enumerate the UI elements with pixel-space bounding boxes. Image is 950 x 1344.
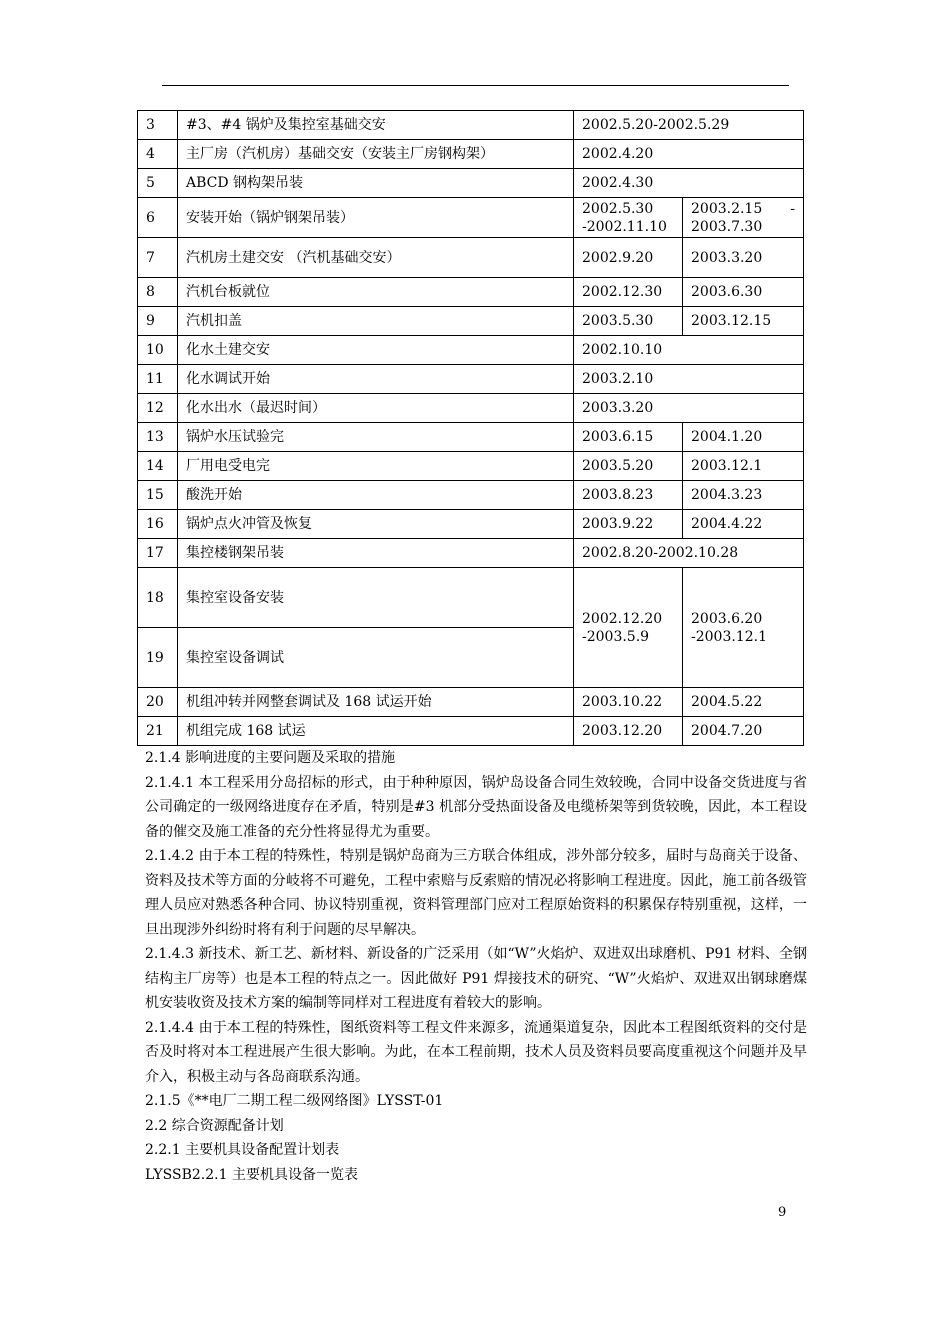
row-number-cell: 16	[138, 510, 178, 539]
merged-date-cell	[683, 568, 804, 688]
date-dash: -	[790, 200, 796, 217]
table-row	[138, 423, 804, 452]
item-cell: 锅炉水压试验完	[178, 423, 574, 452]
date-line: 2003.2.15	[691, 200, 763, 217]
row-number-cell: 19	[138, 628, 178, 688]
date-cell: 2003.2.10	[574, 365, 804, 394]
table-row	[138, 111, 804, 140]
item-cell: 集控室设备调试	[178, 628, 574, 688]
table-row	[138, 481, 804, 510]
heading-2-1-4: 2.1.4 影响进度的主要问题及采取的措施	[145, 750, 396, 766]
table-row	[138, 336, 804, 365]
row-number-cell: 9	[138, 307, 178, 336]
date-line: -2003.12.1	[691, 628, 767, 645]
row-number-cell: 7	[138, 238, 178, 278]
paragraph-2-1-4-3: 2.1.4.3 新技术、新工艺、新材料、新设备的广泛采用（如“W”火焰炉、双进双出球磨机、P91 材料、全钢结构主厂房等）也是本工程的特点之一。因此做好 P91 焊接技术的研究、“W”火焰炉、双进双出钢球磨煤机安装收资及技术方案的编制等同样对工程进度有着较大的影响。	[145, 946, 807, 1011]
table-row	[138, 278, 804, 307]
table-row	[138, 452, 804, 481]
row-number-cell: 15	[138, 481, 178, 510]
heading-2-1-5: 2.1.5《**电厂二期工程二级网络图》LYSST-01	[145, 1093, 444, 1109]
item-cell: 酸洗开始	[178, 481, 574, 510]
row-number-cell: 13	[138, 423, 178, 452]
table-row	[138, 198, 804, 238]
row-number-cell: 21	[138, 717, 178, 746]
row-number-cell: 11	[138, 365, 178, 394]
date-cell: 2003.6.30	[683, 278, 804, 307]
item-cell: 集控室设备安装	[178, 568, 574, 628]
heading-2-2-1: 2.2.1 主要机具设备配置计划表	[145, 1142, 340, 1158]
date-line: 2002.5.30	[582, 200, 654, 217]
date-line: -2002.11.10	[582, 218, 667, 235]
paragraph-2-1-4-2: 2.1.4.2 由于本工程的特殊性，特别是锅炉岛商为三方联合体组成，涉外部分较多，届时与岛商关于设备、资料及技术等方面的分岐将不可避免，工程中索赔与反索赔的情况必将影响工程进度。因此，施工前各级管理人员应对熟悉各种合同、协议特别重视，资料管理部门应对工程原始资料的积累保存特别重视，这样，一旦出现涉外纠纷时将有利于问题的尽早解决。	[145, 848, 807, 938]
table-title-lyssb: LYSSB2.2.1 主要机具设备一览表	[145, 1166, 358, 1183]
date-cell: 2002.4.20	[574, 140, 804, 169]
date-line: 2002.12.20	[582, 610, 663, 627]
date-cell: 2004.1.20	[683, 423, 804, 452]
item-cell: 化水调试开始	[178, 365, 574, 394]
item-cell: 机组完成 168 试运	[178, 717, 574, 746]
table-row	[138, 539, 804, 568]
heading-2-2: 2.2 综合资源配备计划	[145, 1117, 284, 1134]
date-cell: 2004.7.20	[683, 717, 804, 746]
table-row	[138, 688, 804, 717]
table-row	[138, 394, 804, 423]
item-cell: 主厂房（汽机房）基础交安（安装主厂房钢构架）	[178, 140, 574, 169]
row-number-cell: 20	[138, 688, 178, 717]
row-number-cell: 5	[138, 169, 178, 198]
row-number-cell: 18	[138, 568, 178, 628]
date-cell: 2003.10.22	[574, 688, 683, 717]
item-cell: 化水土建交安	[178, 336, 574, 365]
table-row	[138, 365, 804, 394]
date-cell: 2002.8.20-2002.10.28	[574, 539, 804, 568]
item-cell: 汽机扣盖	[178, 307, 574, 336]
table-row	[138, 510, 804, 539]
table-row	[138, 238, 804, 278]
date-cell: 2003.12.15	[683, 307, 804, 336]
date-cell: 2004.4.22	[683, 510, 804, 539]
table-row	[138, 717, 804, 746]
date-line: 2003.6.20	[691, 610, 763, 627]
item-cell: 汽机房土建交安 （汽机基础交安）	[178, 238, 574, 278]
date-cell: 2003.12.20	[574, 717, 683, 746]
row-number-cell: 10	[138, 336, 178, 365]
date-cell: 2002.9.20	[574, 238, 683, 278]
item-cell: 机组冲转并网整套调试及 168 试运开始	[178, 688, 574, 717]
date-cell: 2003.3.20	[683, 238, 804, 278]
date-cell	[574, 198, 683, 238]
item-cell: 安装开始（锅炉钢架吊装）	[178, 198, 574, 238]
row-number-cell: 17	[138, 539, 178, 568]
row-number-cell: 3	[138, 111, 178, 140]
date-cell: 2003.6.15	[574, 423, 683, 452]
row-number-cell: 8	[138, 278, 178, 307]
date-cell: 2003.12.1	[683, 452, 804, 481]
table-row	[138, 307, 804, 336]
date-line: -2003.5.9	[582, 628, 650, 645]
item-cell: 集控楼钢架吊装	[178, 539, 574, 568]
table-row	[138, 568, 804, 628]
schedule-table	[137, 110, 804, 746]
date-cell	[683, 198, 804, 238]
date-cell: 2002.12.30	[574, 278, 683, 307]
merged-date-cell	[574, 568, 683, 688]
row-number-cell: 12	[138, 394, 178, 423]
date-cell: 2004.5.22	[683, 688, 804, 717]
date-cell: 2004.3.23	[683, 481, 804, 510]
header-rule	[162, 85, 789, 86]
date-cell: 2003.8.23	[574, 481, 683, 510]
date-line: 2003.7.30	[691, 218, 763, 235]
row-number-cell: 4	[138, 140, 178, 169]
row-number-cell: 6	[138, 198, 178, 238]
page-number: 9	[778, 1205, 787, 1220]
item-cell: 锅炉点火冲管及恢复	[178, 510, 574, 539]
paragraph-2-1-4-1: 2.1.4.1 本工程采用分岛招标的形式，由于种种原因，锅炉岛设备合同生效较晚，合同中设备交货进度与省公司确定的一级网络进度存在矛盾，特别是#3 机部分受热面设备及电缆桥架等到货较晚，因此，本工程设备的催交及施工准备的充分性将显得尤为重要。	[145, 774, 807, 840]
date-cell: 2003.5.20	[574, 452, 683, 481]
date-cell: 2003.5.30	[574, 307, 683, 336]
item-cell: 化水出水（最迟时间）	[178, 394, 574, 423]
date-cell: 2003.3.20	[574, 394, 804, 423]
row-number-cell: 14	[138, 452, 178, 481]
table-row	[138, 140, 804, 169]
date-cell: 2003.9.22	[574, 510, 683, 539]
table-row	[138, 169, 804, 198]
item-cell: 厂用电受电完	[178, 452, 574, 481]
paragraph-2-1-4-4: 2.1.4.4 由于本工程的特殊性，图纸资料等工程文件来源多，流通渠道复杂，因此本工程图纸资料的交付是否及时将对本工程进展产生很大影响。为此，在本工程前期，技术人员及资料员要高度重视这个问题并及早介入，积极主动与各岛商联系沟通。	[145, 1019, 807, 1085]
item-cell: 汽机台板就位	[178, 278, 574, 307]
item-cell: #3、#4 锅炉及集控室基础交安	[178, 111, 574, 140]
date-cell: 2002.5.20-2002.5.29	[574, 111, 804, 140]
date-cell: 2002.4.30	[574, 169, 804, 198]
date-cell: 2002.10.10	[574, 336, 804, 365]
body-text	[145, 746, 807, 1187]
item-cell: ABCD 钢构架吊装	[178, 169, 574, 198]
